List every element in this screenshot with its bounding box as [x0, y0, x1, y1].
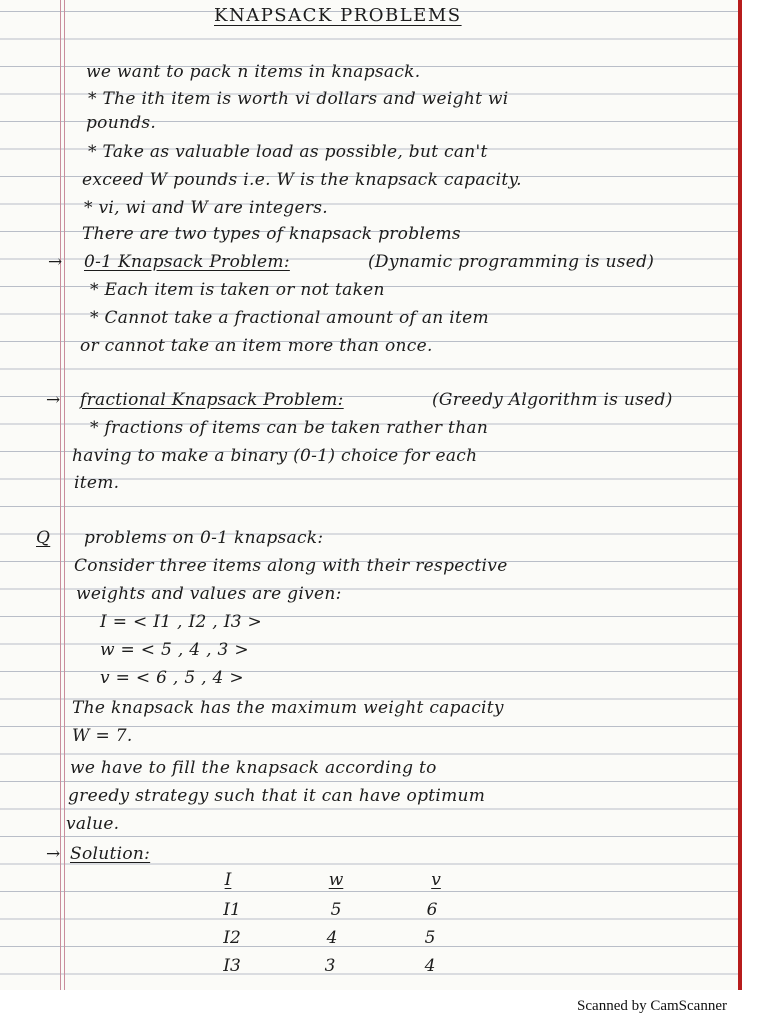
solution-heading: Solution: [70, 844, 151, 864]
table-cell: I3 [223, 956, 241, 976]
scanner-watermark: Scanned by CamScanner [577, 998, 727, 1014]
question-line: The knapsack has the maximum weight capacity [72, 698, 504, 718]
arrow-icon: → [46, 844, 61, 864]
arrow-icon: → [48, 252, 63, 272]
bullet-point: having to make a binary (0-1) choice for each [72, 446, 478, 466]
bullet-point: * Cannot take a fractional amount of an item [90, 308, 489, 328]
page-title: KNAPSACK PROBLEMS [214, 5, 462, 26]
question-line: we have to fill the knapsack according to [70, 758, 437, 778]
capacity: W = 7. [72, 726, 133, 746]
question-line: value. [66, 814, 120, 834]
intro-line: There are two types of knapsack problems [82, 224, 461, 244]
table-cell: I1 [223, 900, 241, 920]
question-line: problems on 0-1 knapsack: [84, 528, 324, 548]
section-note: (Dynamic programming is used) [368, 252, 655, 272]
bullet-point: * fractions of items can be taken rather than [90, 418, 489, 438]
question-line: greedy strategy such that it can have optimum [68, 786, 486, 806]
section-note: (Greedy Algorithm is used) [432, 390, 673, 410]
section-heading-fractional: fractional Knapsack Problem: [80, 390, 344, 410]
margin-line [60, 0, 61, 990]
table-cell: 5 [424, 928, 436, 948]
table-header: I [224, 870, 232, 890]
intro-line: we want to pack n items in knapsack. [86, 62, 421, 82]
intro-line: exceed W pounds i.e. W is the knapsack capacity. [82, 170, 522, 190]
bullet-point: or cannot take an item more than once. [80, 336, 433, 356]
arrow-icon: → [46, 390, 61, 410]
table-cell: 4 [424, 956, 436, 976]
margin-line [64, 0, 65, 990]
table-header: v [431, 870, 441, 890]
section-heading-0-1: 0-1 Knapsack Problem: [84, 252, 290, 272]
table-cell: 3 [324, 956, 336, 976]
scan-footer [0, 990, 768, 1024]
intro-line: * The ith item is worth vi dollars and weight wi [88, 89, 509, 109]
value-set: v = < 6 , 5 , 4 > [100, 668, 244, 688]
table-header: w [328, 870, 344, 890]
question-line: weights and values are given: [76, 584, 342, 604]
bullet-point: item. [74, 473, 120, 493]
intro-line: * Take as valuable load as possible, but can't [88, 142, 488, 162]
question-line: Consider three items along with their respective [74, 556, 508, 576]
weight-set: w = < 5 , 4 , 3 > [100, 640, 249, 660]
item-set: I = < I1 , I2 , I3 > [100, 612, 263, 632]
table-cell: I2 [223, 928, 241, 948]
table-cell: 6 [426, 900, 438, 920]
intro-line: * vi, wi and W are integers. [84, 198, 328, 218]
question-label: Q [36, 528, 51, 548]
page-edge [738, 0, 742, 990]
intro-line: pounds. [86, 113, 157, 133]
table-cell: 4 [326, 928, 338, 948]
bullet-point: * Each item is taken or not taken [90, 280, 385, 300]
table-cell: 5 [330, 900, 342, 920]
